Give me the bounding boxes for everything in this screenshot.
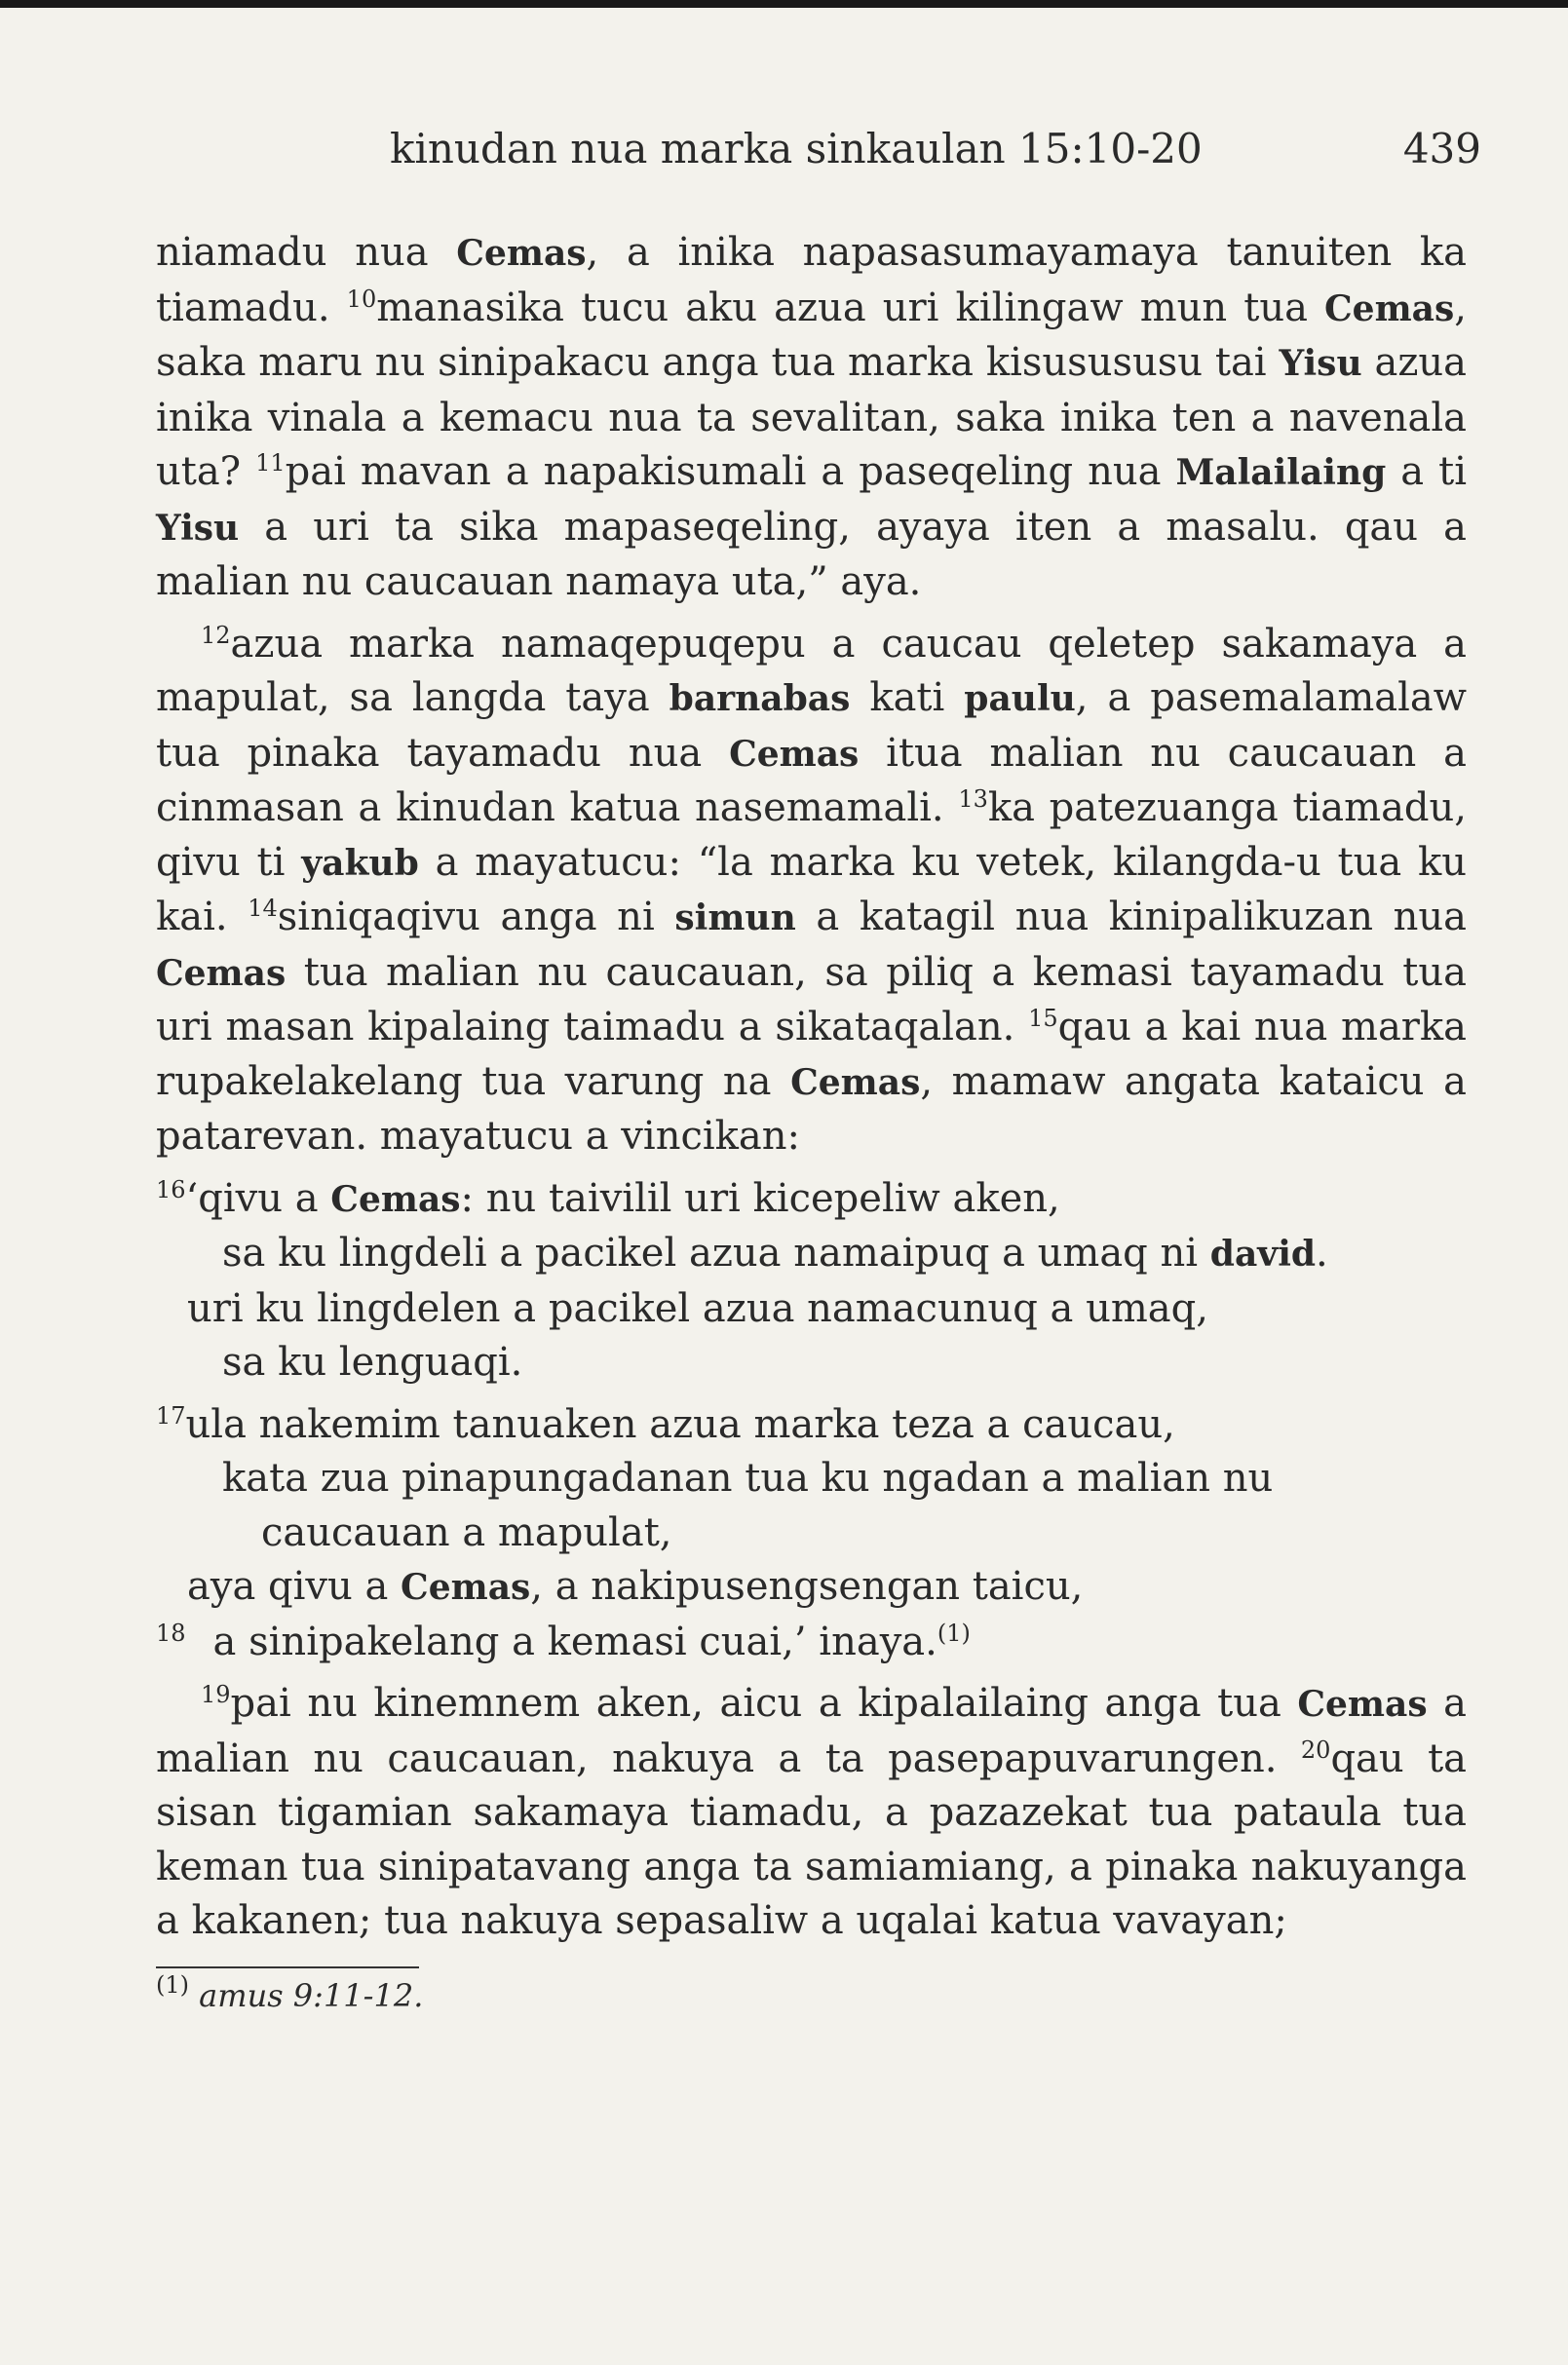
verse-number: 11: [255, 449, 286, 477]
verse-number: 20: [1300, 1736, 1331, 1764]
poetry-line: aya qivu a Cemas, a nakipusengsengan taicu,: [187, 1564, 1084, 1609]
page-number: 439: [1402, 125, 1481, 172]
footnote-marker: (1): [937, 1619, 971, 1647]
footnote: [156, 1970, 1467, 2017]
poetry-line: kata zua pinapungadanan tua ku ngadan a malian nu: [222, 1456, 1274, 1501]
poetry-line: $^{17}$ula nakemim tanuaken azua marka teza a caucau,: [156, 1401, 1175, 1447]
poetry-line: uri ku lingdelen a pacikel azua namacunuq a umaq,: [187, 1285, 1208, 1331]
poetry-line: caucauan a mapulat,: [261, 1509, 672, 1555]
verse-number: 16: [156, 1175, 186, 1203]
footnote-rule: [156, 1966, 419, 1968]
footnote-reference: amus 9:11-12.: [199, 1976, 424, 2014]
verse-number: 18: [156, 1619, 186, 1647]
poetry-line: $^{18}$ a sinipakelang a kemasi cuai,’ inaya.$^{(1)}$: [156, 1619, 971, 1664]
page-body: [156, 226, 1467, 2017]
verse-number: 14: [248, 895, 278, 922]
verse-number: 13: [958, 785, 988, 813]
running-title: kinudan nua marka sinkaulan 15:10-20: [390, 125, 1203, 172]
paragraph-1: niamadu nua Cemas, a inika napasasumayamaya tanuiten ka tiamadu. $^{10}$manasika tucu aku azua uri kilingaw mun tua Cemas, saka maru nu sinipakacu anga tua marka kisusususu tai Yisu azua inika vinala a kemacu nua ta sevalitan, saka inika ten a navenala uta? $^{11}$pai mavan a napakisumali a paseqeling nua Malailaing a ti Yisu a uri ta sika mapaseqeling, ayaya iten a masalu. qau a malian nu caucauan namaya uta,” aya.: [156, 230, 1467, 604]
verse-number: 10: [346, 285, 377, 313]
paragraph-2: $^{12}$azua marka namaqepuqepu a caucau qeletep sakamaya a mapulat, sa langda taya barnabas kati paulu, a pasemalamalaw tua pinaka tayamadu nua Cemas itua malian nu caucauan a cinmasan a kinudan katua nasemamali. $^{13}$ka patezuanga tiamadu, qivu ti yakub a mayatucu: “la marka ku vetek, kilangda-u tua ku kai. $^{14}$siniqaqivu anga ni simun a katagil nua kinipalikuzan nua Cemas tua malian nu caucauan, sa piliq a kemasi tayamadu tua uri masan kipalaing taimadu a sikataqalan. $^{15}$qau a kai nua marka rupakelakelang tua varung na Cemas, mamaw angata kataicu a patarevan. mayatucu a vincikan:: [156, 621, 1468, 1159]
poetry-block: [156, 1172, 1467, 1670]
poetry-line: sa ku lingdeli a pacikel azua namaipuq a umaq ni david.: [222, 1231, 1328, 1276]
running-header: [390, 125, 1481, 183]
verse-number: 19: [201, 1681, 231, 1708]
poetry-line: sa ku lenguaqi.: [222, 1340, 523, 1385]
verse-number: 17: [156, 1401, 186, 1430]
top-edge: [0, 0, 1568, 8]
poetry-line: $^{16}$‘qivu a Cemas: nu taivilil uri kicepeliw aken,: [156, 1175, 1060, 1221]
footnote-number: (1): [156, 1970, 189, 1999]
paragraph-3: $^{19}$pai nu kinemnem aken, aicu a kipalailaing anga tua Cemas a malian nu caucauan, nakuya a ta pasepapuvarungen. $^{20}$qau ta sisan tigamian sakamaya tiamadu, a pazazekat tua pataula tua keman tua sinipatavang anga ta samiamiang, a pinaka nakuyanga a kakanen; tua nakuya sepasaliw a uqalai katua vavayan;: [156, 1681, 1468, 1943]
verse-number: 12: [201, 621, 231, 649]
verse-number: 15: [1028, 1005, 1058, 1032]
